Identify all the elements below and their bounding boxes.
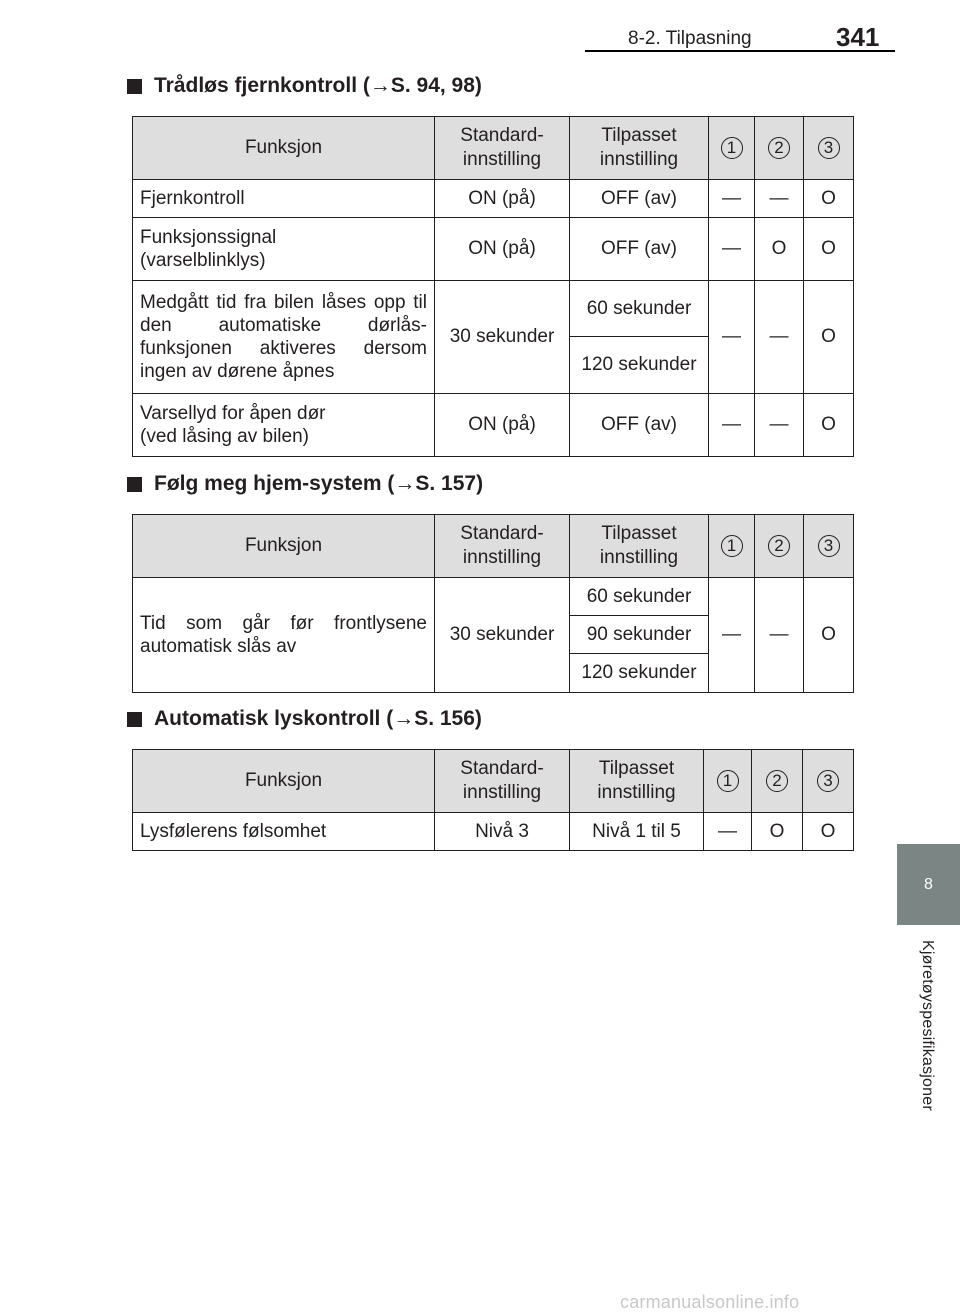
chapter-label: Kjøretøyspesifikasjoner: [919, 940, 936, 1111]
section-title-text: Trådløs fjernkontroll (→S. 94, 98): [154, 74, 482, 97]
table-follow-me-home: [132, 514, 854, 693]
cell-tilpasset: 120 sekunder: [570, 654, 709, 693]
cell-tilpasset: 90 sekunder: [570, 616, 709, 654]
cell-c2: —: [755, 180, 804, 218]
col-tilpasset: Tilpasset innstilling: [570, 117, 709, 180]
bullet-square-icon: [127, 712, 142, 727]
cell-standard: ON (på): [435, 394, 570, 457]
table-header-row: [133, 750, 854, 813]
circled-1-icon: 1: [721, 137, 743, 159]
col-funksjon: Funksjon: [133, 515, 435, 578]
col-1: [709, 117, 755, 180]
col-1: [709, 515, 755, 578]
bullet-square-icon: [127, 477, 142, 492]
cell-standard: ON (på): [435, 180, 570, 218]
circled-2-icon: 2: [766, 770, 788, 792]
col-tilpasset: Tilpasset innstilling: [570, 750, 704, 813]
section-title-follow-me-home: [127, 472, 483, 496]
circled-1-icon: 1: [721, 535, 743, 557]
page-number: 341: [836, 22, 880, 52]
cell-c3: O: [803, 813, 854, 851]
table-header-row: [133, 515, 854, 578]
circled-1-icon: 1: [717, 770, 739, 792]
cell-c3: O: [804, 281, 854, 394]
cell-c1: —: [709, 281, 755, 394]
cell-c1: —: [709, 578, 755, 693]
cell-c1: —: [709, 180, 755, 218]
cell-funksjon: Tid som går før frontlysene automatisk slås av: [133, 578, 435, 693]
table-row: [133, 813, 854, 851]
cell-funksjon: Fjernkontroll: [133, 180, 435, 218]
table-header-row: [133, 117, 854, 180]
col-3: [804, 117, 854, 180]
chapter-number: 8: [924, 875, 933, 893]
col-3: [804, 515, 854, 578]
col-funksjon: Funksjon: [133, 117, 435, 180]
col-standard: Standard- innstilling: [435, 750, 570, 813]
cell-c1: —: [704, 813, 752, 851]
cell-c2: O: [752, 813, 803, 851]
cell-c2: —: [755, 578, 804, 693]
cell-c3: O: [804, 180, 854, 218]
cell-c2: —: [755, 394, 804, 457]
cell-funksjon: Funksjonssignal (varselblinklys): [133, 218, 435, 281]
section-title-wireless-remote: [127, 74, 482, 98]
cell-funksjon: Varsellyd for åpen dør (ved låsing av bilen): [133, 394, 435, 457]
col-1: [704, 750, 752, 813]
col-2: [752, 750, 803, 813]
cell-funksjon: Lysfølerens følsomhet: [133, 813, 435, 851]
cell-standard: 30 sekunder: [435, 578, 570, 693]
cell-tilpasset: OFF (av): [570, 394, 709, 457]
cell-standard: ON (på): [435, 218, 570, 281]
col-standard: Standard- innstilling: [435, 117, 570, 180]
table-row: [133, 281, 854, 337]
cell-tilpasset: 60 sekunder: [570, 281, 709, 337]
table-row: [133, 218, 854, 281]
header-section-title: 8-2. Tilpasning: [628, 28, 752, 49]
cell-tilpasset: 120 sekunder: [570, 337, 709, 394]
col-funksjon: Funksjon: [133, 750, 435, 813]
cell-tilpasset: 60 sekunder: [570, 578, 709, 616]
section-title-text: Automatisk lyskontroll (→S. 156): [154, 707, 482, 730]
cell-standard: 30 sekunder: [435, 281, 570, 394]
cell-c3: O: [804, 218, 854, 281]
col-3: [803, 750, 854, 813]
bullet-square-icon: [127, 79, 142, 94]
col-2: [755, 117, 804, 180]
cell-c1: —: [709, 218, 755, 281]
watermark-text: carmanualsonline.info: [620, 1292, 800, 1312]
circled-3-icon: 3: [817, 770, 839, 792]
section-title-text: Følg meg hjem-system (→S. 157): [154, 472, 484, 495]
circled-3-icon: 3: [818, 137, 840, 159]
circled-2-icon: 2: [768, 535, 790, 557]
cell-c1: —: [709, 394, 755, 457]
cell-c2: O: [755, 218, 804, 281]
cell-tilpasset: OFF (av): [570, 180, 709, 218]
section-title-auto-light: [127, 707, 482, 731]
cell-c3: O: [804, 394, 854, 457]
table-row: [133, 180, 854, 218]
circled-2-icon: 2: [768, 137, 790, 159]
chapter-tab[interactable]: [897, 844, 960, 925]
circled-3-icon: 3: [818, 535, 840, 557]
cell-tilpasset: Nivå 1 til 5: [570, 813, 704, 851]
cell-c3: O: [804, 578, 854, 693]
table-wireless-remote: [132, 116, 854, 457]
cell-c2: —: [755, 281, 804, 394]
col-tilpasset: Tilpasset innstilling: [570, 515, 709, 578]
cell-standard: Nivå 3: [435, 813, 570, 851]
table-row: [133, 394, 854, 457]
table-auto-light: [132, 749, 854, 851]
col-standard: Standard- innstilling: [435, 515, 570, 578]
col-2: [755, 515, 804, 578]
cell-tilpasset: OFF (av): [570, 218, 709, 281]
table-row: [133, 578, 854, 616]
cell-funksjon: Medgått tid fra bilen låses opp til den automatiske dørlås-funksjonen aktiveres dersom ingen av dørene åpnes: [133, 281, 435, 394]
